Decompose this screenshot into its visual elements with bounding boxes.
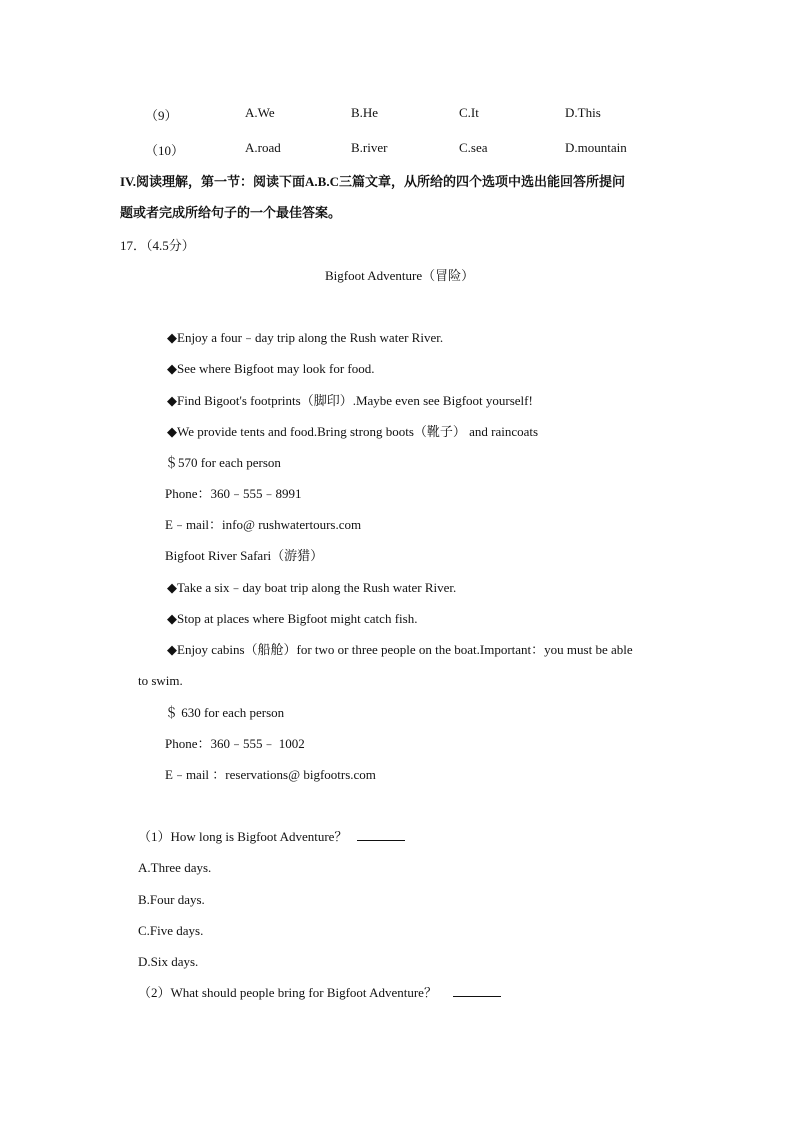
option-a: A.We: [245, 105, 275, 120]
option-c: C.It: [459, 105, 479, 120]
answer-blank: [357, 828, 405, 841]
ad1-bullet: ◆We provide tents and food.Bring strong boots（靴子） and raincoats: [167, 424, 539, 439]
ad2-phone: Phone：360﹣555﹣ 1002: [165, 736, 305, 751]
question-1-option-b: B.Four days.: [138, 892, 205, 907]
cloze-number: （9）: [145, 108, 178, 123]
option-c: C.sea: [459, 140, 488, 155]
ad1-bullet: ◆Find Bigoot's footprints（脚印）.Maybe even see Bigfoot yourself!: [167, 393, 533, 408]
ad1-bullet: ◆See where Bigfoot may look for food.: [167, 361, 375, 376]
answer-blank: [453, 984, 501, 997]
option-d: D.mountain: [565, 140, 627, 155]
question-stem-text: （2）What should people bring for Bigfoot Adventure？: [138, 985, 437, 1000]
passage-title: Bigfoot Adventure（冒险）: [325, 268, 475, 283]
question-number: 17．（4.5分）: [120, 238, 195, 253]
ad2-email: E﹣mail ：reservations@ bigfootrs.com: [165, 767, 376, 782]
option-b: B.He: [351, 105, 379, 120]
option-d: D.This: [565, 105, 601, 120]
cloze-number: （10）: [145, 143, 185, 158]
option-a: A.road: [245, 140, 281, 155]
ad2-bullet: ◆Stop at places where Bigfoot might catch fish.: [167, 611, 418, 626]
ad1-bullet: ◆Enjoy a four﹣day trip along the Rush water River.: [167, 330, 444, 345]
ad1-email: E﹣mail：info@ rushwatertours.com: [165, 517, 362, 532]
ad2-title: Bigfoot River Safari（游猎）: [165, 548, 324, 563]
section-heading-line-1: IV.阅读理解，第一节：阅读下面A.B.C三篇文章，从所给的四个选项中选出能回答所提问: [120, 174, 625, 189]
ad2-bullet: ◆Take a six﹣day boat trip along the Rush water River.: [167, 580, 457, 595]
question-2-stem: [138, 984, 501, 1002]
ad1-phone: Phone：360﹣555﹣8991: [165, 486, 302, 501]
ad2-bullet-3-line-2: to swim.: [138, 673, 183, 688]
question-1-stem: [138, 828, 405, 846]
question-1-option-d: D.Six days.: [138, 954, 199, 969]
option-b: B.river: [351, 140, 388, 155]
question-1-option-c: C.Five days.: [138, 923, 204, 938]
question-1-option-a: A.Three days.: [138, 860, 212, 875]
ad2-bullet-3-line-1: ◆Enjoy cabins（船舱）for two or three people on the boat.Important：you must be able: [167, 642, 633, 657]
ad2-price: ＄ 630 for each person: [165, 705, 285, 720]
cloze-option-row-10: [0, 140, 794, 158]
section-heading-line-2: 题或者完成所给句子的一个最佳答案。: [120, 205, 342, 220]
ad1-price: ＄570 for each person: [165, 455, 281, 470]
question-stem-text: （1）How long is Bigfoot Adventure？: [138, 829, 348, 844]
cloze-option-row-9: [0, 105, 794, 123]
